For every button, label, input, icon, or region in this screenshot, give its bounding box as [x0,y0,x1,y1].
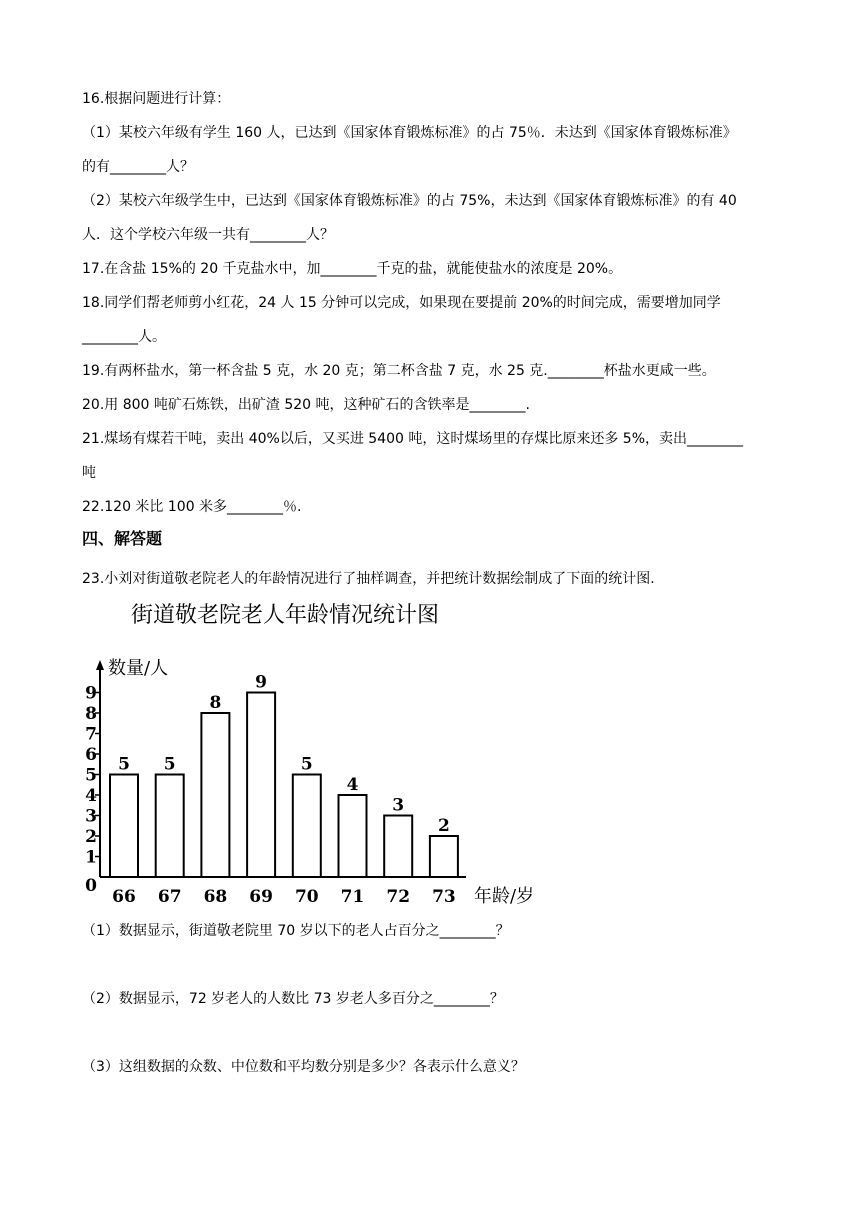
x-tick-label: 73 [432,887,456,907]
x-tick-label: 70 [294,887,319,907]
y-tick-label: 4 [85,786,97,806]
y-tick-label: 8 [85,704,97,724]
bar [430,836,458,877]
line-0: 16.根据问题进行计算： [82,91,231,107]
x-tick-label: 66 [112,887,136,907]
bar-data-label: 5 [118,754,130,775]
y-axis-label: 数量/人 [108,658,169,679]
x-tick-label: 69 [249,887,273,907]
line-3: （2）某校六年级学生中，已达到《国家体育锻炼标准》的占 75%，未达到《国家体育锻炼标准》的有 40 [82,193,737,209]
bar-data-label: 2 [437,816,450,836]
y-tick-label: 9 [85,683,97,704]
bar [384,816,412,878]
sub-question-2: （2）数据显示，72 岁老人的人数比 73 岁老人多百分之________？ [82,991,504,1007]
line-10: 21.煤场有煤若干吨，卖出 40%以后，又买进 5400 吨，这时煤场里的存煤比原来还多 5%，卖出________ [82,431,744,447]
y-tick-label: 2 [85,827,97,847]
bar [201,713,229,877]
line-5: 17.在含盐 15%的 20 千克盐水中，加________千克的盐，就能使盐水的浓度是 20%。 [82,261,623,277]
bar [293,775,321,878]
y-tick-label: 3 [85,806,97,827]
bar-data-label: 5 [300,754,313,775]
line-6: 18.同学们帮老师剪小红花，24 人 15 分钟可以完成，如果现在要提前 20%的时间完成，需要增加同学 [82,295,721,311]
line-12: 22.120 米比 100 米多________％. [82,499,302,515]
x-tick-label: 72 [386,887,411,907]
y-tick-label: 7 [85,724,97,745]
bar-data-label: 8 [209,693,222,713]
line-1: （1）某校六年级有学生 160 人，已达到《国家体育锻炼标准》的占 75％．未达到《国家体育锻炼标准》 [82,125,737,141]
bar-chart [0,590,860,908]
bar-data-label: 4 [346,775,359,795]
line-9: 20.用 800 吨矿石炼铁，出矿渣 520 吨，这种矿石的含铁率是________. [82,397,530,413]
line-7: ________人。 [82,329,166,345]
x-tick-label: 68 [203,887,228,907]
y-tick-label: 1 [85,847,97,868]
bar [339,795,367,877]
y-tick-label: 5 [85,765,97,786]
line-8: 19.有两杯盐水，第一杯含盐 5 克，水 20 克；第二杯含盐 7 克，水 25 克.________杯盐水更咸一些。 [82,363,716,379]
q23-intro: 23.小刘对街道敬老院老人的年龄情况进行了抽样调查，并把统计数据绘制成了下面的统计图. [82,571,655,587]
y-axis-arrow [96,660,104,670]
x-tick-label: 71 [340,887,365,907]
section-heading: 四、解答题 [82,529,163,548]
line-2: 的有________人？ [82,159,194,175]
sub-question-3: （3）这组数据的众数、中位数和平均数分别是多少？各表示什么意义？ [82,1059,525,1075]
bar-data-label: 3 [392,795,405,816]
bar [110,775,138,878]
x-tick-label: 67 [157,887,182,907]
sub-question-1: （1）数据显示，街道敬老院里 70 岁以下的老人占百分之________？ [82,923,510,939]
bar [247,693,275,878]
bar-data-label: 9 [255,672,268,693]
x-axis-label: 年龄/岁 [474,886,535,907]
bar [156,775,184,878]
bar-data-label: 5 [163,754,176,775]
line-11: 吨 [82,465,96,481]
chart-title: 街道敬老院老人年龄情况统计图 [130,603,440,628]
y-tick-label: 6 [85,745,97,765]
line-4: 人．这个学校六年级一共有________人？ [82,227,334,243]
y-tick-label: 0 [85,876,97,896]
